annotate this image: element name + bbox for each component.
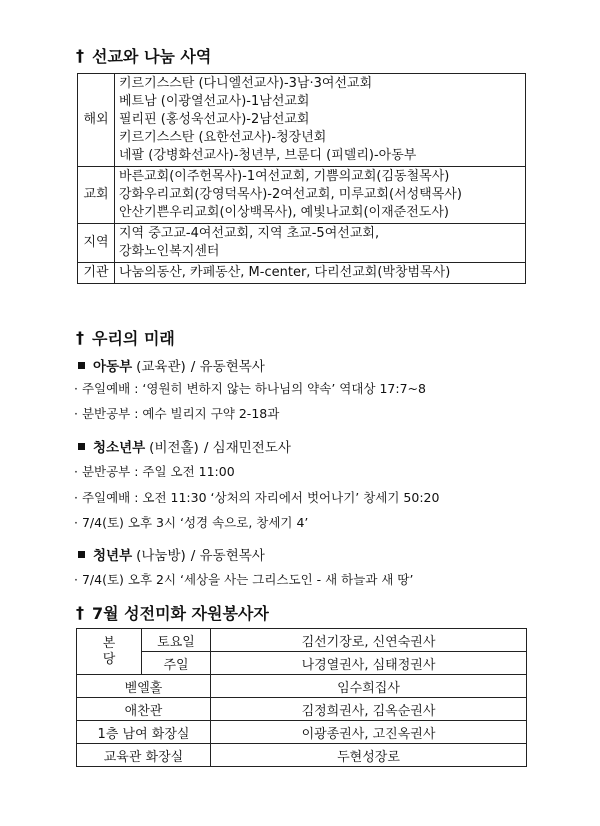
table-row bbox=[77, 698, 527, 721]
place-cell: 교육관 화장실 bbox=[77, 744, 211, 767]
mission-line: 베트남 (이광열선교사)-1남선교회 bbox=[119, 94, 310, 109]
volunteer-section-title bbox=[76, 601, 269, 624]
mission-cell bbox=[115, 74, 526, 167]
mission-line: 안산기쁜우리교회(이상백목사), 예빛나교회(이재준전도사) bbox=[119, 205, 449, 220]
day-cell: 주일 bbox=[142, 652, 211, 675]
group-leader: / 심재민전도사 bbox=[203, 440, 291, 456]
category-cell: 해외 bbox=[78, 74, 115, 167]
group-heading-young-adults bbox=[78, 544, 265, 564]
square-bullet-icon bbox=[78, 362, 85, 369]
names-cell: 김선기장로, 신연숙권사 bbox=[211, 629, 527, 652]
group-name: 아동부 bbox=[93, 359, 133, 375]
place-cell: 벧엘홀 bbox=[77, 675, 211, 698]
group-place: (비전홀) bbox=[149, 440, 199, 456]
mission-title: 선교와 나눔 사역 bbox=[92, 47, 212, 66]
mission-cell bbox=[115, 224, 526, 263]
table-row bbox=[77, 744, 527, 767]
list-item: · 분반공부 : 주일 오전 11:00 bbox=[74, 464, 235, 479]
place-cell: 1층 남여 화장실 bbox=[77, 721, 211, 744]
place-cell: 애찬관 bbox=[77, 698, 211, 721]
bondang-char: 본 bbox=[102, 635, 116, 651]
group-place: (나눔방) bbox=[136, 548, 186, 564]
day-cell: 토요일 bbox=[142, 629, 211, 652]
table-row bbox=[78, 167, 526, 224]
cross-icon: † bbox=[76, 328, 84, 347]
future-section-title bbox=[76, 326, 175, 349]
cross-icon: † bbox=[76, 46, 84, 65]
mission-line: 키르기스스탄 (다니엘선교사)-3남·3여선교회 bbox=[119, 76, 373, 91]
cross-icon: † bbox=[76, 603, 84, 622]
table-row bbox=[77, 675, 527, 698]
names-cell: 김정희권사, 김옥순권사 bbox=[211, 698, 527, 721]
group-leader: / 유동현목사 bbox=[190, 359, 265, 375]
category-cell: 교회 bbox=[78, 167, 115, 224]
mission-line: 필리핀 (홍성욱선교사)-2남선교회 bbox=[119, 112, 310, 127]
table-row bbox=[78, 74, 526, 167]
table-row bbox=[77, 721, 527, 744]
mission-line: 네팔 (강병화선교사)-청년부, 브룬디 (피델리)-아동부 bbox=[119, 148, 417, 163]
mission-cell bbox=[115, 263, 526, 284]
volunteer-table bbox=[76, 628, 527, 767]
list-item: · 7/4(토) 오후 2시 ‘세상을 사는 그리스도인 - 새 하늘과 새 땅’ bbox=[74, 572, 414, 587]
table-row bbox=[77, 652, 527, 675]
bondang-char: 당 bbox=[102, 651, 116, 667]
names-cell: 임수희집사 bbox=[211, 675, 527, 698]
bondang-label-cell bbox=[77, 629, 142, 675]
names-cell: 나경열권사, 심태정권사 bbox=[211, 652, 527, 675]
names-cell: 두현성장로 bbox=[211, 744, 527, 767]
square-bullet-icon bbox=[78, 551, 85, 558]
list-item: · 7/4(토) 오후 3시 ‘성경 속으로, 창세기 4’ bbox=[74, 515, 309, 530]
group-leader: / 유동현목사 bbox=[190, 548, 265, 564]
group-heading-youth bbox=[78, 436, 291, 456]
mission-section-title bbox=[76, 44, 211, 67]
category-cell: 기관 bbox=[78, 263, 115, 284]
names-cell: 이광종권사, 고진옥권사 bbox=[211, 721, 527, 744]
mission-line: 지역 중고교-4여선교회, 지역 초교-5여선교회, bbox=[119, 226, 380, 241]
list-item: · 주일예배 : 오전 11:30 ‘상처의 자리에서 벗어나기’ 창세기 50:20 bbox=[74, 490, 440, 505]
mission-line: 강화노인복지센터 bbox=[119, 244, 220, 259]
category-cell: 지역 bbox=[78, 224, 115, 263]
group-place: (교육관) bbox=[136, 359, 186, 375]
mission-line: 나눔의동산, 카페동산, M-center, 다리선교회(박창범목사) bbox=[119, 265, 451, 280]
mission-table bbox=[77, 73, 526, 284]
mission-line: 키르기스스탄 (요한선교사)-청장년회 bbox=[119, 130, 327, 145]
table-row bbox=[77, 629, 527, 652]
list-item: · 분반공부 : 예수 빌리지 구약 2-18과 bbox=[74, 406, 280, 421]
mission-line: 강화우리교회(강영덕목사)-2여선교회, 미루교회(서성택목사) bbox=[119, 187, 462, 202]
mission-cell bbox=[115, 167, 526, 224]
square-bullet-icon bbox=[78, 443, 85, 450]
table-row bbox=[78, 263, 526, 284]
group-name: 청소년부 bbox=[93, 440, 146, 456]
future-title: 우리의 미래 bbox=[92, 329, 175, 348]
table-row bbox=[78, 224, 526, 263]
group-heading-children bbox=[78, 355, 265, 375]
volunteer-title: 7월 성전미화 자원봉사자 bbox=[92, 604, 269, 623]
mission-line: 바른교회(이주헌목사)-1여선교회, 기쁨의교회(김동철목사) bbox=[119, 169, 450, 184]
list-item: · 주일예배 : ‘영원히 변하지 않는 하나님의 약속’ 역대상 17:7~8 bbox=[74, 381, 426, 396]
group-name: 청년부 bbox=[93, 548, 133, 564]
